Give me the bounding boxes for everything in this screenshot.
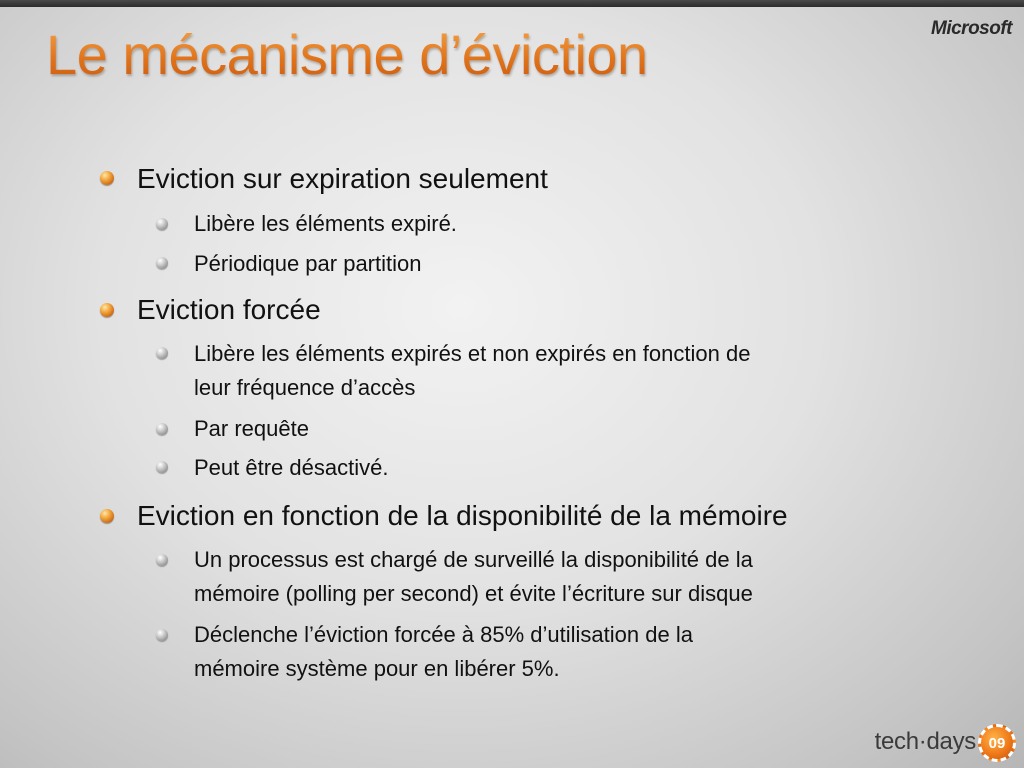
bullet-level2-continuation: leur fréquence d’accès bbox=[194, 375, 416, 400]
bullet-level2: Libère les éléments expiré. bbox=[194, 211, 457, 236]
bullet-level2: Libère les éléments expirés et non expirés en fonction de bbox=[194, 341, 751, 366]
bullet-level2: Peut être désactivé. bbox=[194, 455, 389, 480]
techdays-badge-icon bbox=[978, 724, 1016, 762]
bullet-level2-continuation: mémoire système pour en libérer 5%. bbox=[194, 656, 560, 681]
gray-bullet-icon bbox=[156, 554, 168, 566]
gray-bullet-icon bbox=[156, 461, 168, 473]
bullet-level1: Eviction en fonction de la disponibilité de la mémoire bbox=[137, 500, 788, 531]
orange-bullet-icon bbox=[100, 303, 114, 317]
techdays-badge-number: 09 bbox=[988, 734, 1006, 752]
gray-bullet-icon bbox=[156, 423, 168, 435]
bullet-level1: Eviction forcée bbox=[137, 294, 321, 325]
bullet-level2: Périodique par partition bbox=[194, 251, 422, 276]
bullet-level2-continuation: mémoire (polling per second) et évite l’écriture sur disque bbox=[194, 581, 753, 606]
gray-bullet-icon bbox=[156, 629, 168, 641]
bullet-level1: Eviction sur expiration seulement bbox=[137, 163, 548, 194]
bullet-level2: Un processus est chargé de surveillé la disponibilité de la bbox=[194, 547, 753, 572]
bullet-level2: Par requête bbox=[194, 416, 309, 441]
gray-bullet-icon bbox=[156, 218, 168, 230]
microsoft-logo: Microsoft bbox=[931, 18, 1012, 39]
bullet-level2: Déclenche l’éviction forcée à 85% d’utilisation de la bbox=[194, 622, 693, 647]
orange-bullet-icon bbox=[100, 509, 114, 523]
gray-bullet-icon bbox=[156, 347, 168, 359]
gray-bullet-icon bbox=[156, 257, 168, 269]
orange-bullet-icon bbox=[100, 171, 114, 185]
techdays-logo: tech·days bbox=[874, 728, 976, 755]
slide-title: Le mécanisme d’éviction bbox=[46, 23, 648, 86]
